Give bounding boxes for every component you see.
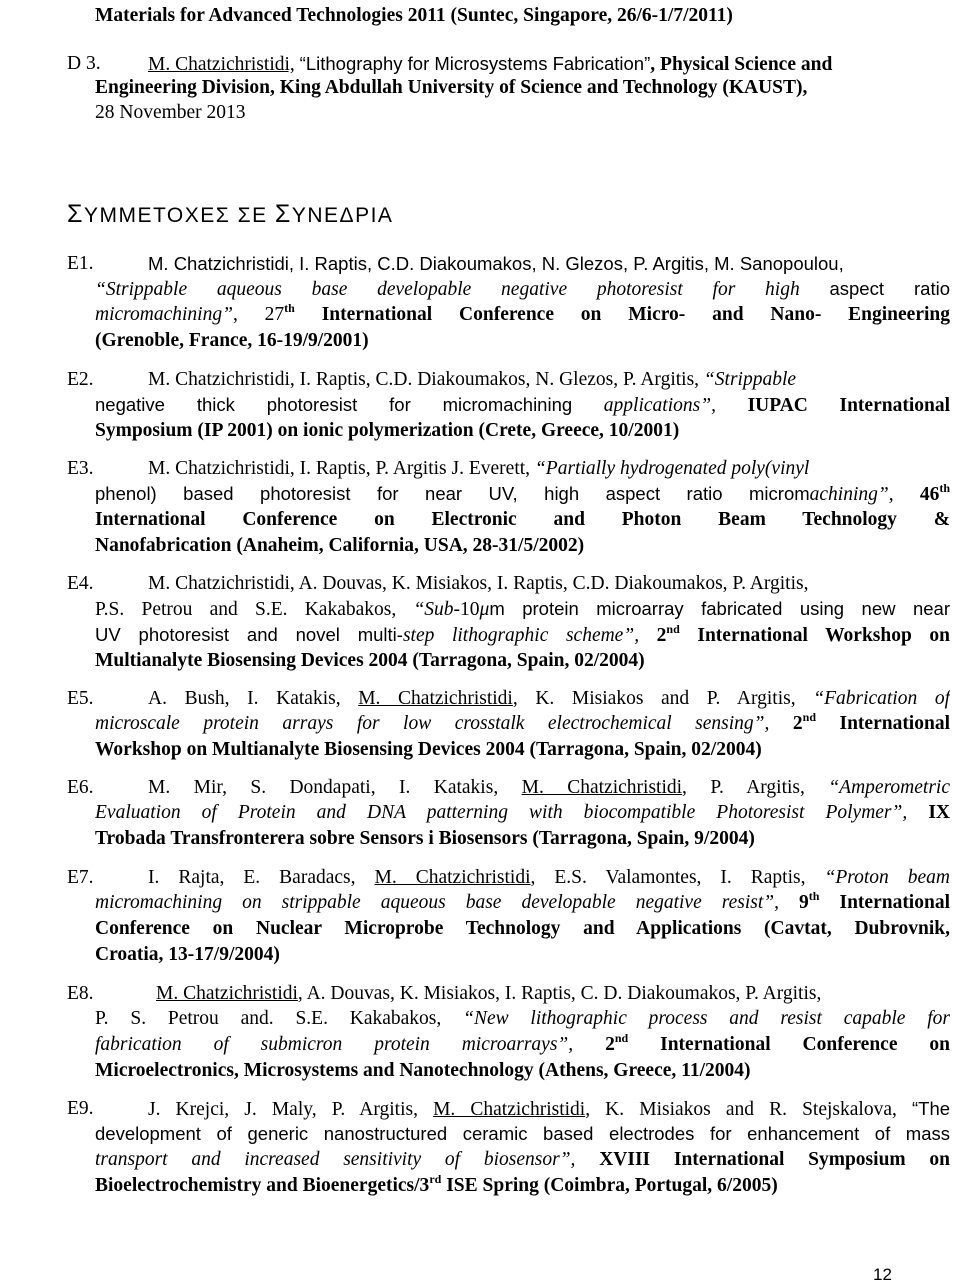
entry-e2-authors: M. Chatzichristidi, I. Raptis, C.D. Diakoumakos, N. Glezos, P. Argitis, — [148, 369, 700, 390]
entry-e2-line3 — [95, 419, 679, 443]
entry-d3-date: 28 November 2013 — [95, 102, 246, 123]
entry-e1-line1 — [148, 252, 844, 276]
entry-e8-authors: , A. Douvas, K. Misiakos, I. Raptis, C. D. Diakoumakos, P. Argitis, — [297, 983, 822, 1004]
entry-e4-venue: International Workshop on — [697, 625, 950, 646]
entry-e4-line3 — [95, 623, 950, 649]
entry-d3-line2 — [95, 76, 807, 100]
entry-e4-venue-end: Multianalyte Biosensing Devices 2004 (Tarragona, Spain, 02/2004) — [95, 650, 645, 671]
entry-e1-title-start: “Strippable aqueous base developable negative photoresist for high — [95, 279, 800, 300]
entry-d3-author: M. Chatzichristidi, — [148, 54, 295, 75]
entry-e7-authors: I. Rajta, E. Baradacs, — [148, 867, 356, 888]
entry-e2-line1 — [148, 368, 796, 392]
entry-e6-title-end: Evaluation of Protein and DNA patterning with biocompatible Photoresist Polymer”, — [95, 802, 908, 823]
entry-e1-line3 — [95, 303, 950, 329]
entry-e9-label: E9. — [67, 1098, 94, 1119]
entry-e7-venue: International — [839, 892, 950, 913]
entry-e7-title-start: “Proton beam — [824, 867, 950, 888]
entry-e8-line4 — [95, 1059, 751, 1083]
entry-e9-title-end: transport and increased sensitivity of biosensor”, — [95, 1149, 576, 1170]
entry-e6-line2 — [95, 801, 950, 827]
entry-e6-authors-end: , P. Argitis, — [682, 777, 805, 798]
entry-e4-title-end: step lithographic scheme”, — [402, 625, 640, 646]
entry-d3-line3 — [95, 101, 246, 125]
entry-e1-venue: International Conference on Micro- and Nano- Engineering — [321, 304, 950, 325]
entry-e6-label: E6. — [67, 777, 94, 798]
entry-e6-venue-end: Trobada Transfronterera sobre Sensors i Biosensors (Tarragona, Spain, 9/2004) — [95, 828, 755, 849]
entry-e3-title-start: “Partially hydrogenated poly(vinyl — [534, 458, 810, 479]
entry-e9-line3 — [95, 1148, 950, 1174]
entry-e5-title-start: “Fabrication of — [813, 688, 950, 709]
entry-e3-line1 — [148, 457, 809, 481]
section-heading-word1: ΥΜΜΕΤΟΧΕΣ ΣΕ — [83, 204, 275, 227]
entry-e2-title-start: “Strippable — [703, 369, 797, 390]
entry-d3-line1 — [148, 52, 832, 77]
entry-e9-title-start: “The — [911, 1098, 950, 1119]
previous-entry-venue: Materials for Advanced Technologies 2011 (Suntec, Singapore, 26/6-1/7/2011) — [95, 5, 733, 26]
entry-e1-venue-end: (Grenoble, France, 16-19/9/2001) — [95, 330, 369, 351]
entry-e4-label: E4. — [67, 573, 94, 594]
entry-e1-label: E1. — [67, 253, 94, 274]
entry-e1-ordinal: , 27 — [232, 304, 285, 325]
entry-e8-authors-end: P. S. Petrou and. S.E. Kakabakos, — [95, 1008, 442, 1029]
entry-e4-authors: M. Chatzichristidi, A. Douvas, K. Misiakos, I. Raptis, C.D. Diakoumakos, P. Argitis, — [148, 573, 809, 594]
entry-e4-line4 — [95, 649, 645, 673]
entry-e9-venue-mid: Bioelectrochemistry and Bioenergetics/3 — [95, 1175, 430, 1196]
entry-d3-close-quote: ” — [644, 53, 651, 74]
entry-e4-line2 — [95, 597, 950, 623]
section-heading — [67, 200, 393, 229]
entry-e6-line3 — [95, 827, 755, 851]
entry-d3-open-quote: “ — [299, 53, 306, 74]
entry-e3-label: E3. — [67, 458, 94, 479]
section-heading-initial2: Σ — [274, 200, 292, 228]
entry-e9-authors: J. Krejci, J. Maly, P. Argitis, — [148, 1099, 418, 1120]
entry-e8-title-start: “New lithographic process and resist capable for — [463, 1008, 950, 1029]
entry-e3-line4 — [95, 534, 584, 558]
entry-e4-title-size: -10 — [453, 599, 480, 620]
entry-e3-venue-end: Nanofabrication (Anaheim, California, USA, 28-31/5/2002) — [95, 535, 585, 556]
entry-e8-line3 — [95, 1033, 950, 1059]
entry-e5-venue-end: Workshop on Multianalyte Biosensing Devices 2004 (Tarragona, Spain, 02/2004) — [95, 739, 762, 760]
entry-e9-author-highlight: M. Chatzichristidi — [433, 1099, 586, 1120]
entry-e5-author-highlight: M. Chatzichristidi — [358, 688, 513, 709]
section-heading-initial1: Σ — [67, 200, 84, 228]
entry-e2-venue-end: Symposium (IP 2001) on ionic polymerization (Crete, Greece, 10/2001) — [95, 420, 680, 441]
entry-e5-title-end: microscale protein arrays for low crosstalk electrochemical sensing”, — [95, 713, 770, 734]
entry-e3-line3 — [95, 508, 950, 534]
entry-e8-title-end: fabrication of submicron protein microarrays”, — [95, 1034, 574, 1055]
entry-e8-line2 — [95, 1007, 950, 1033]
entry-e8-author-highlight: M. Chatzichristidi — [156, 983, 298, 1004]
entry-e4-title-mu: μ — [479, 599, 490, 620]
entry-e6-authors: M. Mir, S. Dondapati, I. Katakis, — [148, 777, 499, 798]
entry-e5-venue: International — [839, 713, 950, 734]
previous-entry-tail — [95, 4, 733, 28]
entry-d3-title: Lithography for Microsystems Fabrication — [305, 53, 645, 74]
entry-e6-title-start: “Amperometric — [828, 777, 950, 798]
entry-e5-line1 — [148, 687, 950, 713]
entry-e7-venue-end: Croatia, 13-17/9/2004) — [95, 944, 280, 965]
entry-e8-venue: International Conference on — [660, 1034, 950, 1055]
entry-e2-venue: IUPAC International — [747, 395, 950, 416]
entry-e9-title-mid: development of generic nanostructured ceramic based electrodes for enhancement of mass — [95, 1123, 950, 1144]
entry-e5-line3 — [95, 738, 762, 762]
entry-d3-venue1: , Physical Science and — [650, 54, 833, 75]
entry-e4-title-start: “Sub — [413, 599, 454, 620]
entry-e1-title-tail: aspect ratio — [829, 278, 950, 299]
entry-e7-authors-end: , E.S. Valamontes, I. Raptis, — [530, 867, 806, 888]
entry-e8-label: E8. — [67, 983, 94, 1004]
entry-e3-title-mid: phenol) based photoresist for near UV, high aspect ratio microm — [95, 483, 810, 504]
entry-e4-ordinal: 2nd — [656, 623, 680, 646]
entry-e6-author-highlight: M. Chatzichristidi — [521, 777, 683, 798]
entry-e2-line2 — [95, 393, 950, 419]
entry-e7-title-end: micromachining on strippable aqueous base developable negative resist”, — [95, 892, 780, 913]
entry-e7-label: E7. — [67, 867, 94, 888]
entry-e8-ordinal: 2nd — [605, 1033, 629, 1055]
entry-e9-line1 — [148, 1097, 950, 1123]
entry-e1-authors: M. Chatzichristidi, I. Raptis, C.D. Diakoumakos, N. Glezos, P. Argitis, M. Sanopoulou, — [148, 253, 844, 274]
entry-e1-title-end: micromachining” — [95, 304, 233, 325]
entry-e1-line4 — [95, 329, 369, 353]
entry-e2-title-end: applications”, — [603, 395, 716, 416]
entry-d3-venue2: Engineering Division, King Abdullah University of Science and Technology (KAUST), — [95, 77, 808, 98]
entry-e1-ordinal-sup: th — [284, 303, 295, 315]
entry-e7-ordinal: 9th — [799, 891, 820, 913]
entry-e3-venue: International Conference on Electronic and Photon Beam Technology & — [95, 509, 950, 530]
entry-e3-title-end: achining”, — [809, 484, 894, 505]
entry-e1-line2 — [95, 277, 950, 303]
entry-e9-ordinal-sup: rd — [429, 1172, 442, 1186]
entry-e2-title-mid: negative thick photoresist for micromachining — [95, 394, 573, 415]
entry-e4-title-mid: m protein microarray fabricated using new near — [489, 598, 950, 619]
entry-e4-title-mid2: UV photoresist and novel multi- — [95, 624, 403, 645]
entry-e3-ordinal: 46th — [919, 482, 950, 505]
entry-e7-venue-mid: Conference on Nuclear Microprobe Technology and Applications (Cavtat, Dubrovnik, — [95, 918, 950, 939]
entry-e7-line3 — [95, 917, 950, 943]
section-heading-word2: ΥΝΕΔΡΙΑ — [291, 204, 394, 227]
entry-e7-author-highlight: M. Chatzichristidi — [374, 867, 531, 888]
entry-e4-line1 — [148, 572, 808, 596]
entry-e4-authors-end: P.S. Petrou and S.E. Kakabakos, — [95, 599, 397, 620]
entry-e8-line1 — [156, 982, 821, 1006]
page-number: 12 — [873, 1265, 892, 1284]
entry-e9-line2 — [95, 1122, 950, 1148]
entry-e5-authors-end: , K. Misiakos and P. Argitis, — [512, 688, 796, 709]
entry-e5-authors: A. Bush, I. Katakis, — [148, 688, 341, 709]
entry-e5-ordinal: 2nd — [792, 712, 816, 734]
entry-e8-venue-end: Microelectronics, Microsystems and Nanotechnology (Athens, Greece, 11/2004) — [95, 1060, 751, 1081]
entry-e3-line2 — [95, 482, 950, 508]
entry-e5-line2 — [95, 712, 950, 738]
entry-d3-label: D 3. — [67, 53, 101, 74]
entry-e7-line4 — [95, 943, 280, 967]
entry-e9-venue-end: ISE Spring (Coimbra, Portugal, 6/2005) — [446, 1175, 778, 1196]
entry-e9-authors-end: , K. Misiakos and R. Stejskalova, — [585, 1099, 897, 1120]
entry-e9-venue: XVIII International Symposium on — [599, 1149, 950, 1170]
entry-e2-label: E2. — [67, 369, 94, 390]
entry-e5-label: E5. — [67, 688, 94, 709]
entry-e7-line2 — [95, 891, 950, 917]
entry-e3-authors: M. Chatzichristidi, I. Raptis, P. Argitis J. Everett, — [148, 458, 531, 479]
entry-e6-line1 — [148, 776, 950, 802]
entry-e7-line1 — [148, 866, 950, 892]
entry-e6-venue: IX — [928, 802, 950, 823]
entry-e9-line4 — [95, 1174, 778, 1198]
